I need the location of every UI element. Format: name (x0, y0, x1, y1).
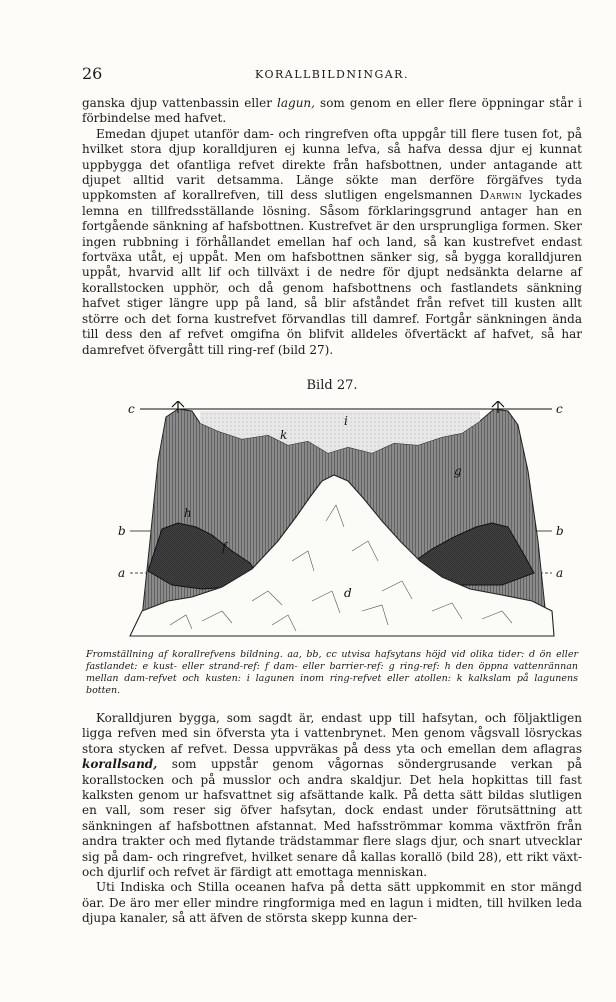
paragraph-2: Emedan djupet utanför dam- och ringrefven ofta uppgår till flere tusen fot, på hvilket stora djup koralldjuren ej kunna lefva, så hafva dessa djur ej kunnat uppbygga det ofantliga refvet direkte från hafsbottnen, under antagande att djupet alltid varit detsamma. Länge sökte man derföre förgäfves tyda uppkomsten af korallrefven, till dess slutligen engelsmannen Darwin lyckades lemna en tillfredsställande lösning. Såsom förklaringsgrund antager han en fortgående sänkning af hafsbottnen. Kustrefvet är den ursprungliga formen. Sker ingen rubbning i förhållandet emellan haf och land, så kan kustrefvet endast fortväxa utåt, ej uppåt. Men om hafsbottnen sänker sig, så bygga koralldjuren uppåt, hvarvid allt lif och tillväxt i de nedre för djupt nedsänkta delarne af korallstocken upphör, och då genom hafsbottnens och fastlandets sänkning hafvet stiger längre upp på land, så blir afståndet från refvet till kusten allt större och det forna kustrefvet förvandlas till damref. Fortgår sänkningen ända till dess den af refvet omgifna ön blifvit alldeles öfvertäckt af hafvet, så har damrefvet öfvergått till ring-ref (bild 27). (82, 126, 582, 357)
label-a-right: a (556, 565, 564, 580)
label-c-left: c (128, 401, 135, 416)
reef-cross-section-illustration (82, 401, 582, 641)
running-header (82, 64, 582, 82)
paragraph-3: Koralldjuren bygga, som sagdt är, endast upp till hafsytan, och följaktligen ligga refven med sin öfversta yta i vattenbrynet. Men genom vågsvall lösryckas stora stycken af refvet. Dessa uppvräkas på dess yta och emellan dem aflagras korallsand, som uppstår genom vågornas söndergrusande verkan på korallstocken och på musslor och andra skaldjur. Det hela hopkittas till fast kalksten genom ur hafsvattnet sig afsättande kalk. På detta sätt bildas slutligen en vall, som reser sig öfver hafsytan, dock endast under förutsättning att sänkningen af hafsbottnen afstannat. Med hafsströmmar komma växtfrön från andra trakter och med flytande trädstammar flere slags djur, och snart utvecklar sig på dam- och ringrefvet, hvilket senare då kallas korallö (bild 28), ett rikt växt- och djurlif och refvet är färdigt att emottaga menniskan. (82, 710, 582, 879)
label-d: d (344, 585, 352, 600)
running-title: KORALLBILDNINGAR. (255, 68, 409, 81)
label-f: f (222, 539, 227, 554)
paragraph-4: Uti Indiska och Stilla oceanen hafva på detta sätt uppkommit en stor mängd öar. De äro mer eller mindre ringformiga med en lagun i midten, till hvilken leda djupa kanaler, så att äfven de största skepp kunna der- (82, 880, 582, 926)
figure-caption: Fromställning af korallrefvens bildning. aa, bb, cc utvisa hafsytans höjd vid olika tider: d ön eller fastlandet: e kust- eller strand-ref: f dam- eller barrier-ref: g ring-ref: h den öppna vattenrännan mellan dam-refvet och kusten: i lagunen inom ring-refvet eller atollen: k kalkslam på lagunens botten. (86, 648, 578, 696)
label-i: i (344, 413, 348, 428)
label-g: g (454, 463, 462, 478)
label-a-left: a (118, 565, 126, 580)
figure-coral-reef-formation (82, 401, 582, 641)
body-text-top (82, 96, 582, 358)
paragraph-1: ganska djup vattenbassin eller lagun, som genom en eller flere öppningar står i förbindelse med hafvet. (82, 96, 582, 126)
label-b-right: b (556, 523, 564, 538)
page-number: 26 (82, 64, 103, 83)
label-h: h (184, 505, 192, 520)
figure-title: Bild 27. (306, 377, 358, 393)
page (82, 64, 582, 927)
body-text-bottom (82, 711, 582, 927)
label-b-left: b (118, 523, 126, 538)
label-c-right: c (556, 401, 563, 416)
label-k: k (280, 427, 288, 442)
